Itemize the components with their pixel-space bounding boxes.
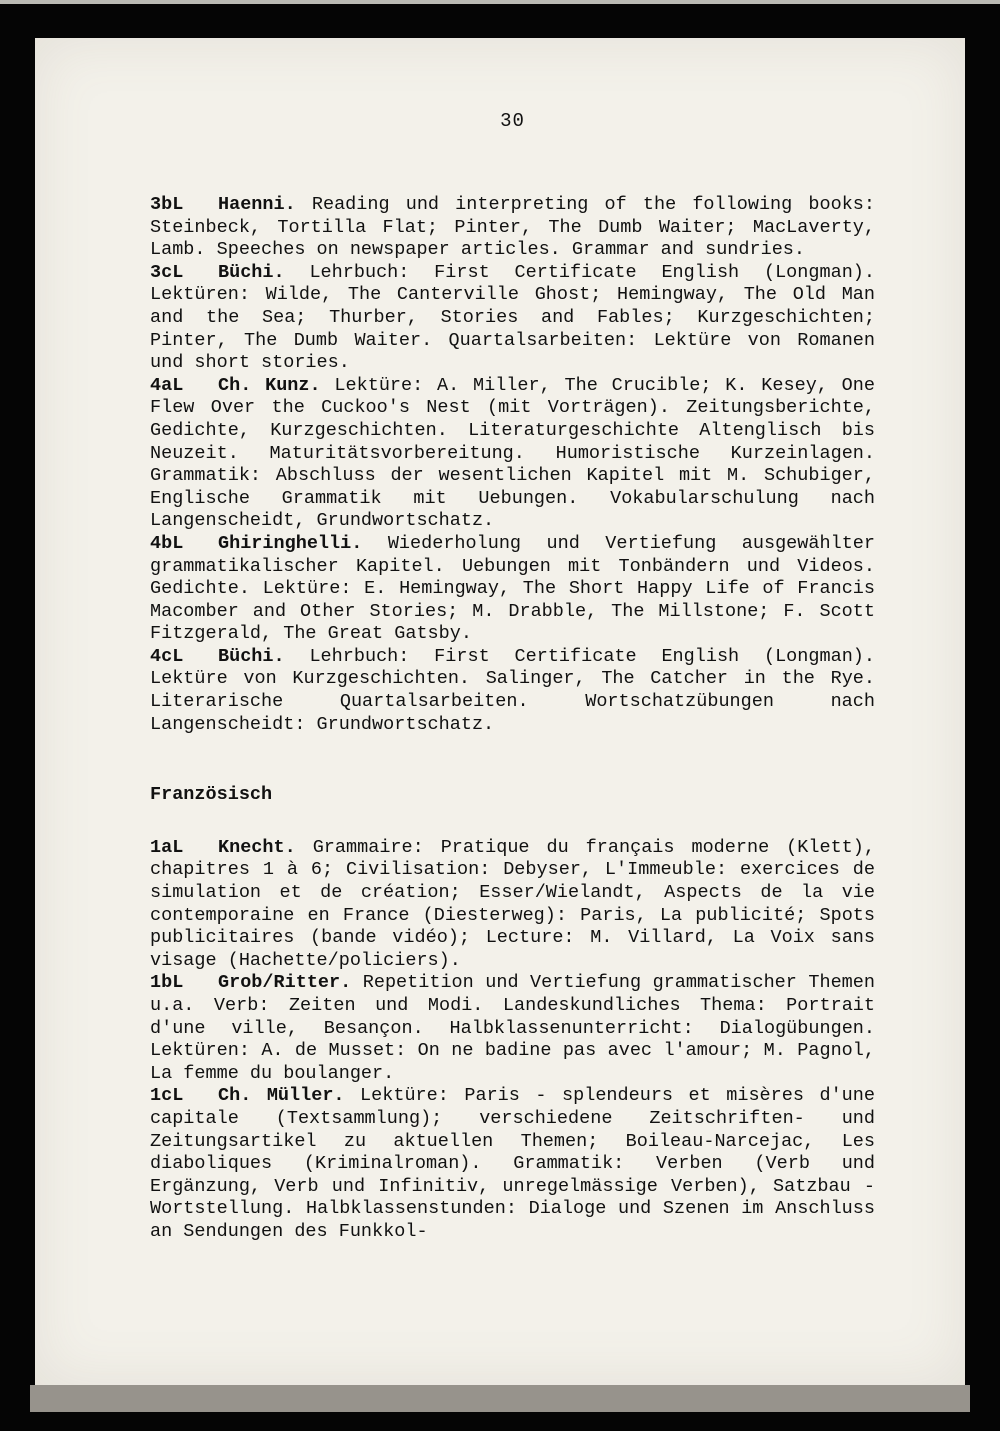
entry-code: 4cL	[150, 645, 184, 667]
course-entry-3cL	[150, 262, 875, 375]
entry-text: Wiederholung und Vertiefung ausgewählter grammatikalischer Kapitel. Uebungen mit Tonbändern und Videos. Gedichte. Lektüre: E. Hemingway, The Short Happy Life of Francis Macomber and Other Stories; M. Drabble, The Millstone; F. Scott Fitzgerald, The Great Gatsby.	[150, 532, 875, 645]
entry-code: 4aL	[150, 374, 184, 396]
scan-bottom-strip	[30, 1385, 970, 1412]
entry-teacher: Knecht.	[218, 836, 296, 858]
page-content	[35, 38, 965, 1244]
entry-teacher: Ghiringhelli.	[218, 532, 363, 554]
entry-text: Grammaire: Pratique du français moderne (Klett), chapitres 1 à 6; Civilisation: Debyser, L'Immeuble: exercices de simulation et de création; Esser/Wielandt, Aspects de la vie contemporaine en France (Diesterweg): Paris, La publicité; Spots publicitaires (bande vidéo); Lecture: M. Villard, La Voix sans visage (Hachette/policiers).	[150, 836, 875, 971]
entry-teacher: Büchi.	[218, 645, 285, 667]
entry-text: Repetition und Vertiefung grammatischer Themen u.a. Verb: Zeiten und Modi. Landeskundliches Thema: Portrait d'une ville, Besançon. Halbklassenunterricht: Dialogübungen. Lektüren: A. de Musset: On ne badine pas avec l'amour; M. Pagnol, La femme du boulanger.	[150, 972, 875, 1084]
course-entry-4cL	[150, 646, 875, 736]
entry-teacher: Büchi.	[218, 261, 285, 283]
entry-teacher: Ch. Müller.	[218, 1085, 345, 1107]
course-entry-1cL	[150, 1085, 875, 1243]
section-heading-french: Französisch	[150, 784, 273, 806]
entry-text: Lektüre: Paris - splendeurs et misères d'une capitale (Textsammlung); verschiedene Zeitschriften- und Zeitungsartikel zu aktuellen Themen; Boileau-Narcejac, Les diaboliques (Kriminalroman). Grammatik: Verben (Verb und Ergänzung, Verb und Infinitiv, unregelmässige Verben), Satzbau - Wortstellung. Halbklassenstunden: Dialoge und Szenen im Anschluss an Sendungen des Funkkol-	[150, 1085, 875, 1242]
entry-text: Lehrbuch: First Certificate English (Longman). Lektüren: Wilde, The Canterville Ghost; Hemingway, The Old Man and the Sea; Thurber, Stories and Fables; Kurzgeschichten; Pinter, The Dumb Waiter. Quartalsarbeiten: Lektüre von Romanen und short stories.	[150, 261, 875, 374]
entry-code: 1bL	[150, 972, 184, 994]
page-number: 30	[500, 110, 525, 132]
entry-code: 1cL	[150, 1085, 184, 1107]
entry-text: Lehrbuch: First Certificate English (Longman). Lektüre von Kurzgeschichten. Salinger, The Catcher in the Rye. Literarische Quartalsarbeiten. Wortschatzübungen nach Langenscheidt: Grundwortschatz.	[150, 645, 875, 735]
entry-code: 4bL	[150, 532, 184, 554]
entry-code: 1aL	[150, 836, 184, 858]
entry-teacher: Haenni.	[218, 194, 296, 215]
entry-code: 3bL	[150, 194, 184, 215]
scan-top-edge	[0, 0, 1000, 4]
course-entry-3bL	[150, 194, 875, 262]
course-entry-4aL	[150, 375, 875, 533]
entry-text: Lektüre: A. Miller, The Crucible; K. Kesey, One Flew Over the Cuckoo's Nest (mit Vorträgen). Zeitungsberichte, Gedichte, Kurzgeschichten. Literaturgeschichte Altenglisch bis Neuzeit. Maturitätsvorbereitung. Humoristische Kurzeinlagen. Grammatik: Abschluss der wesentlichen Kapitel mit M. Schubiger, Englische Grammatik mit Uebungen. Vokabularschulung nach Langenscheidt, Grundwortschatz.	[150, 374, 875, 532]
entry-code: 3cL	[150, 261, 184, 283]
entry-teacher: Ch. Kunz.	[218, 374, 321, 396]
course-entry-4bL	[150, 533, 875, 646]
course-entry-1aL	[150, 837, 875, 973]
entry-text: Reading und interpreting of the following books: Steinbeck, Tortilla Flat; Pinter, The Dumb Waiter; MacLaverty, Lamb. Speeches on newspaper articles. Grammar and sundries.	[150, 194, 876, 261]
page	[35, 38, 965, 1385]
entry-teacher: Grob/Ritter.	[218, 972, 352, 994]
course-entry-1bL	[150, 972, 875, 1085]
